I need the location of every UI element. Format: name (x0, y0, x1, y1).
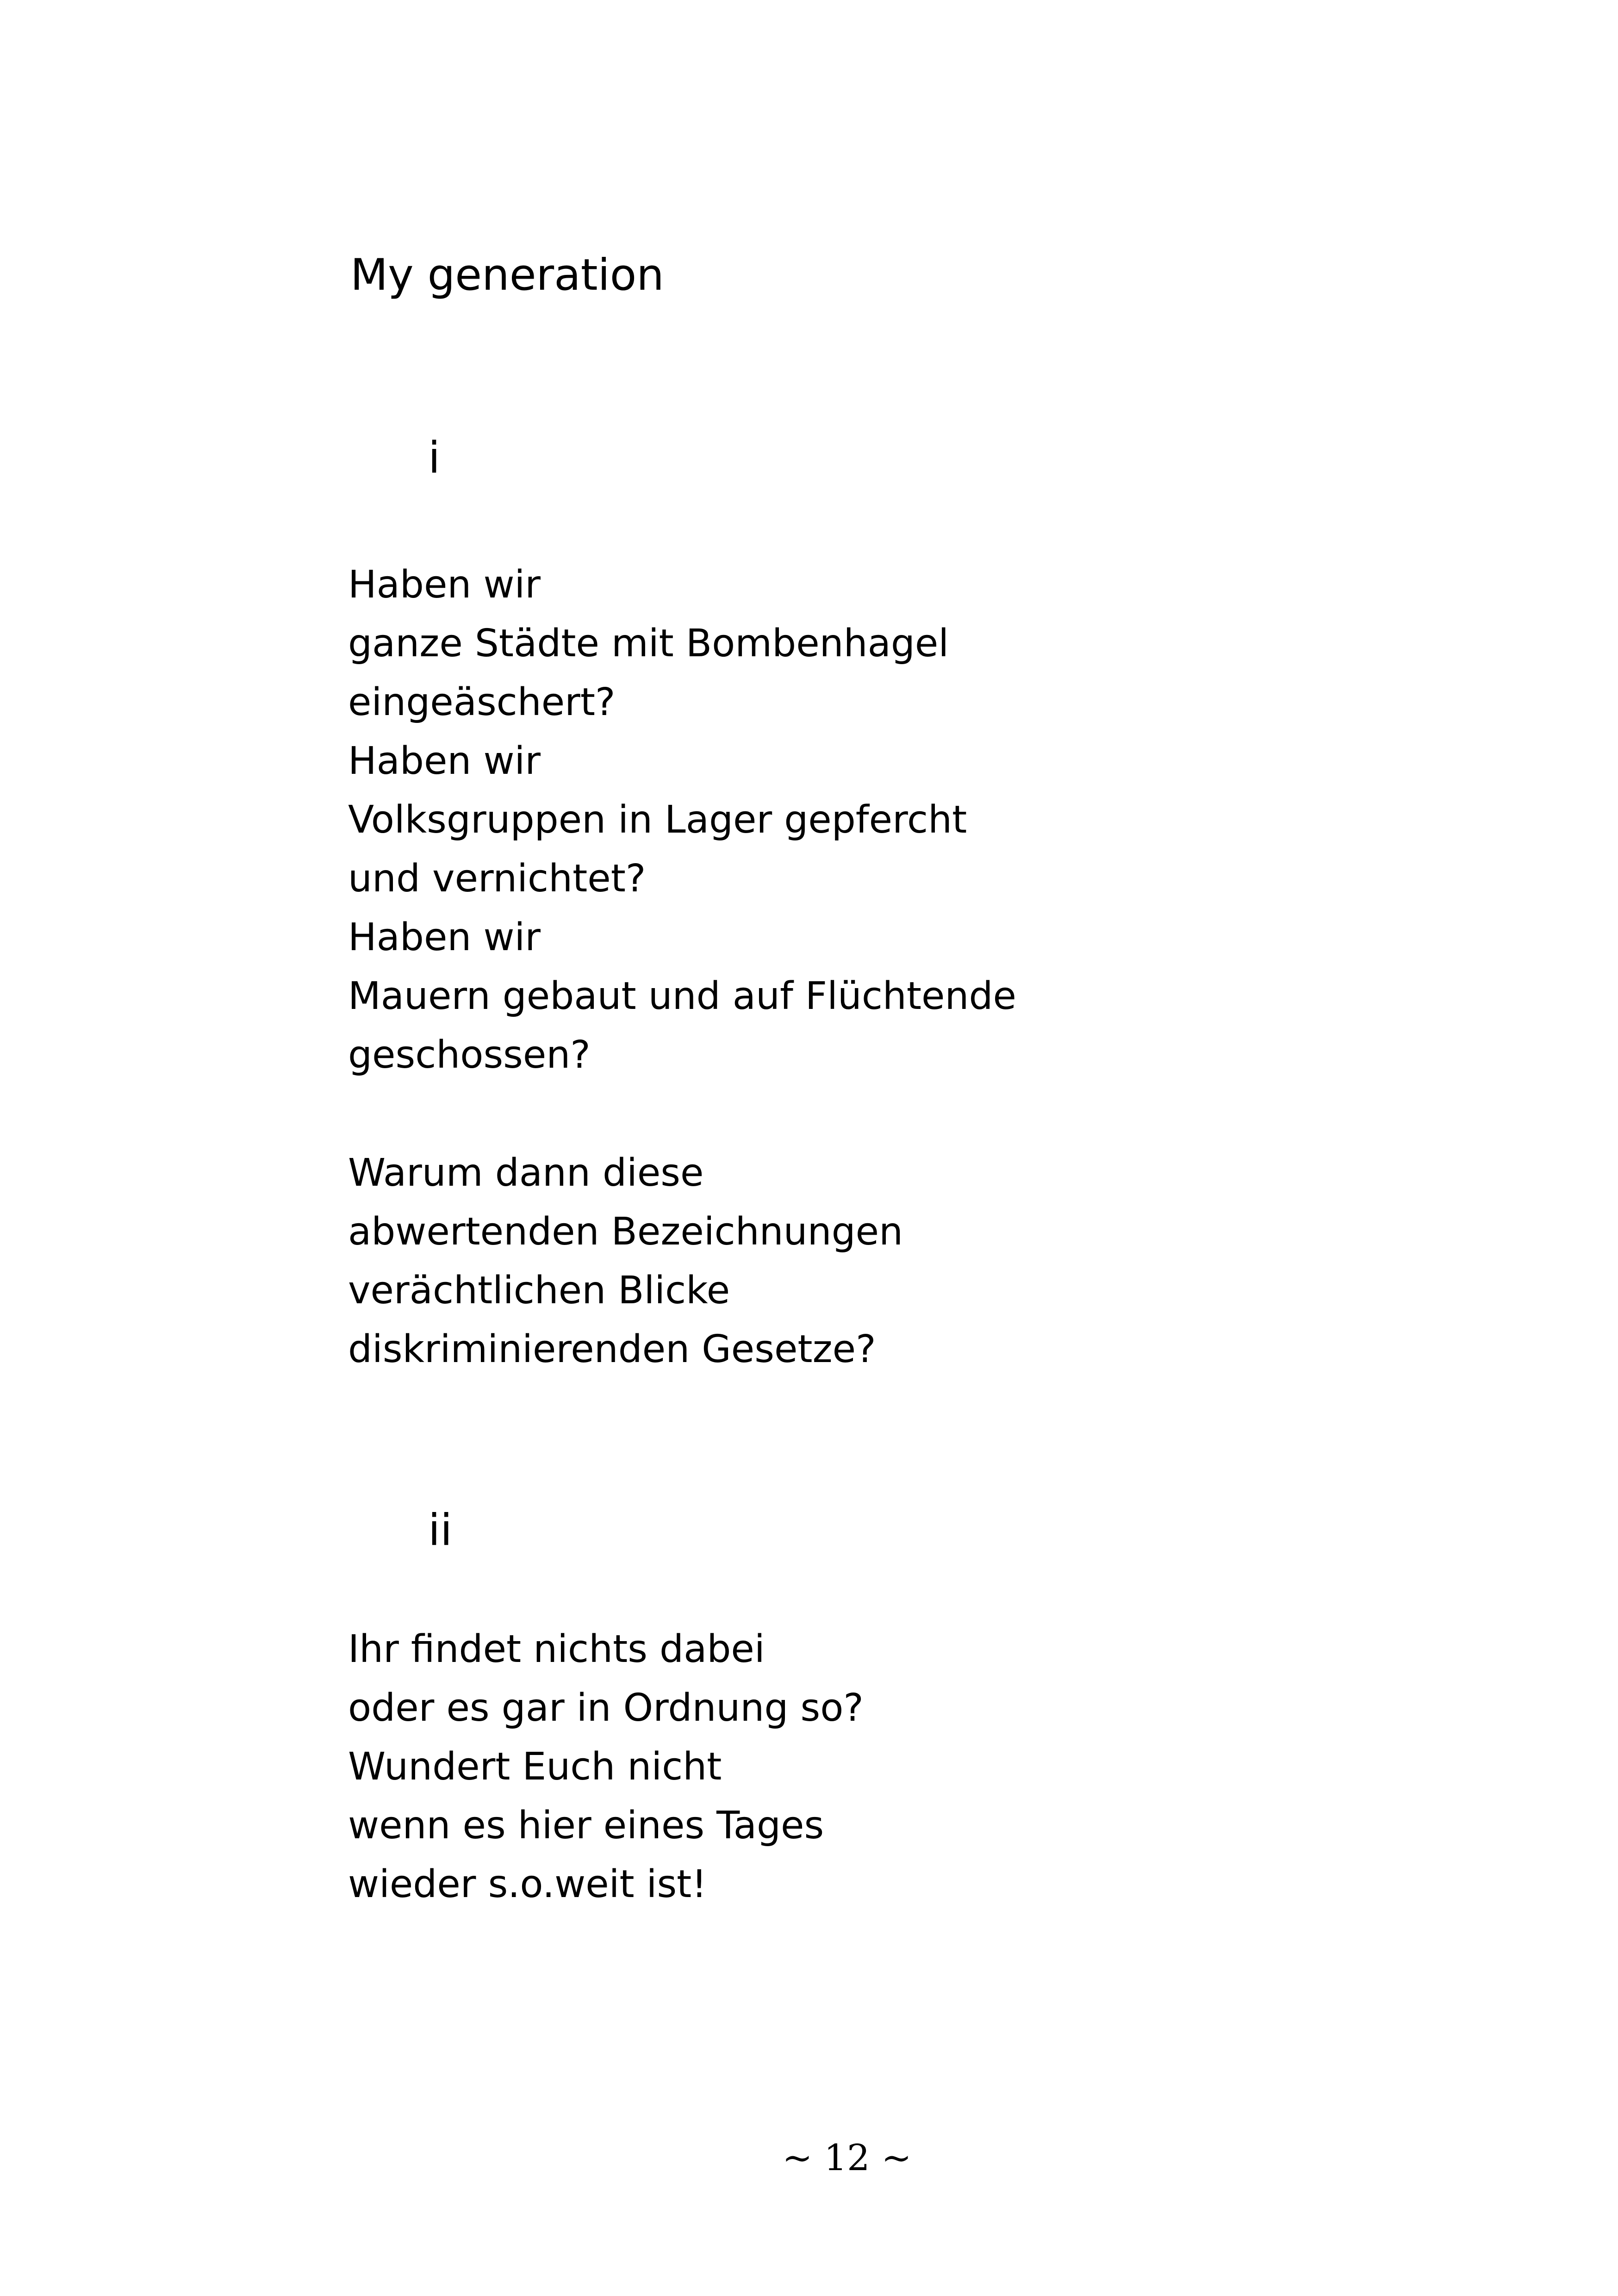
verse-line: Haben wir (348, 739, 541, 783)
verse-line: verächtlichen Blicke (348, 1269, 730, 1313)
verse-line: eingeäschert? (348, 680, 616, 724)
section-number-ii: ii (428, 1505, 453, 1556)
verse-line: Haben wir (348, 563, 541, 607)
poem-title: My generation (350, 250, 664, 300)
verse-line: Warum dann diese (348, 1151, 704, 1195)
verse-line: geschossen? (348, 1033, 591, 1077)
verse-line: Wundert Euch nicht (348, 1745, 722, 1789)
page-number: ~ 12 ~ (782, 2137, 912, 2179)
verse-line: oder es gar in Ordnung so? (348, 1686, 864, 1730)
verse-line: wieder s.o.weit ist! (348, 1862, 707, 1906)
verse-line: ganze Städte mit Bombenhagel (348, 622, 949, 666)
verse-line: Volksgruppen in Lager gepfercht (348, 798, 967, 842)
verse-line: und vernichtet? (348, 857, 646, 901)
verse-line: Haben wir (348, 915, 541, 959)
stanza-3 (348, 1620, 864, 1914)
verse-line: wenn es hier eines Tages (348, 1804, 824, 1848)
verse-line: abwertenden Bezeichnungen (348, 1210, 903, 1254)
stanza-1 (348, 555, 1016, 1084)
verse-line: diskriminierenden Gesetze? (348, 1327, 876, 1371)
stanza-2 (348, 1144, 903, 1379)
verse-line: Ihr findet nichts dabei (348, 1627, 765, 1671)
section-number-i: i (428, 433, 441, 483)
verse-line: Mauern gebaut und auf Flüchtende (348, 974, 1016, 1018)
